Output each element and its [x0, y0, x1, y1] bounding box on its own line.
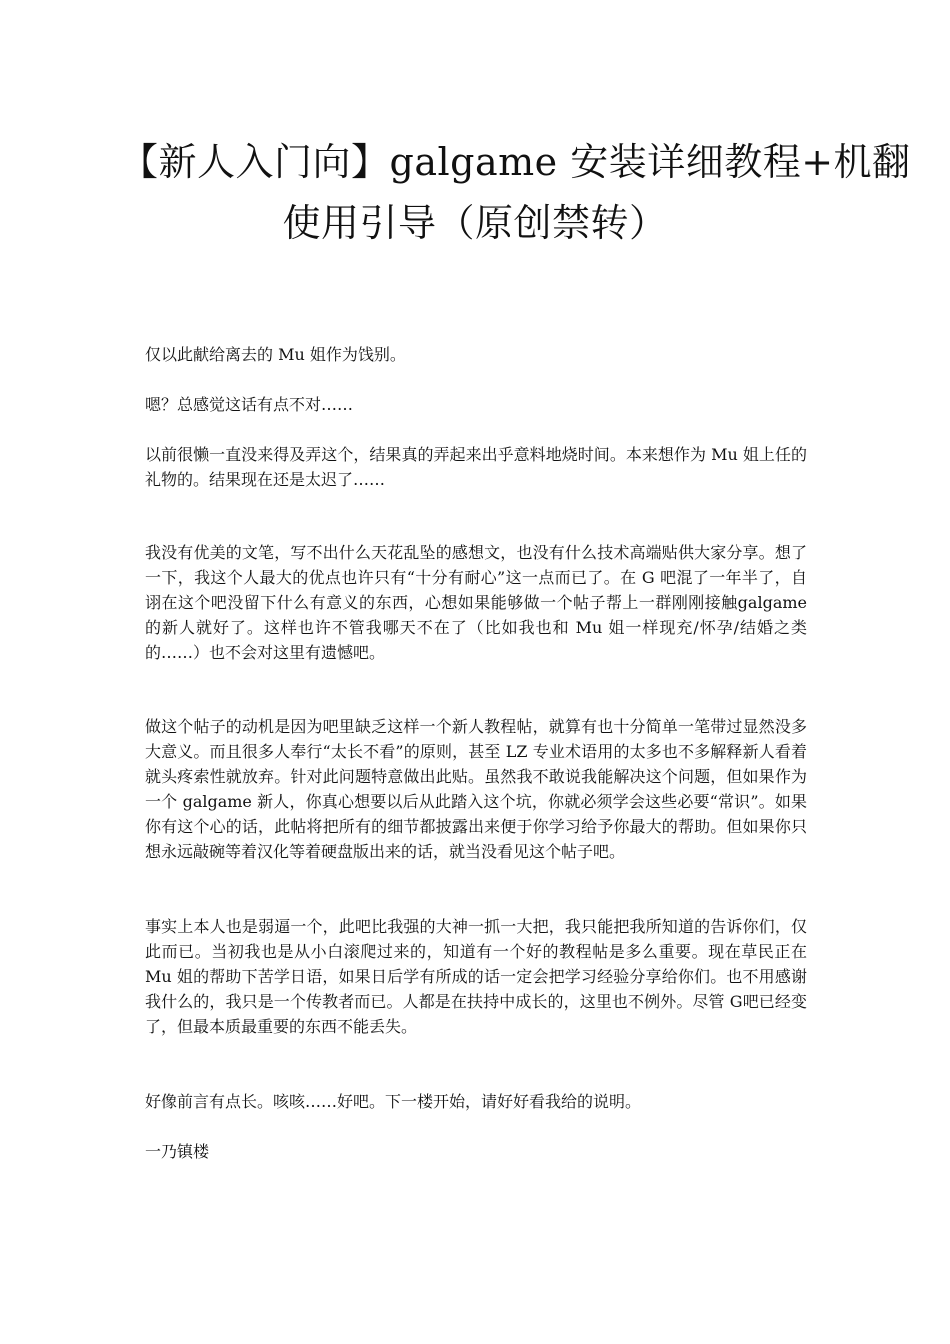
- paragraph-motivation: 我没有优美的文笔，写不出什么天花乱坠的感想文，也没有什么技术高端贴供大家分享。想了一下，我这个人最大的优点也许只有“十分有耐心”这一点而已了。在 G 吧混了一年半了，自诩在这个吧没留下什么有意义的东西，心想如果能够做一个帖子帮上一群刚刚接触galgame 的新人就好了。这样也许不管我哪天不在了（比如我也和 Mu 姐一样现充/怀孕/结婚之类的……）也不会对这里有遗憾吧。: [145, 543, 807, 662]
- paragraph-aside: 嗯？总感觉这话有点不对……: [145, 395, 354, 414]
- title-line-1: 【新人入门向】galgame 安装详细教程+机翻: [120, 140, 911, 184]
- paragraph-purpose: 做这个帖子的动机是因为吧里缺乏这样一个新人教程帖，就算有也十分简单一笔带过显然没多大意义。而且很多人奉行“太长不看”的原则，甚至 LZ 专业术语用的太多也不多解释新人看着就头疼索性就放弃。针对此问题特意做出此贴。虽然我不敢说我能解决这个问题，但如果作为一个 galgame 新人，你真心想要以后从此踏入这个坑，你就必须学会这些必要“常识”。如果你有这个心的话，此帖将把所有的细节都披露出来便于你学习给予你最大的帮助。但如果你只想永远敲碗等着汉化等着硬盘版出来的话，就当没看见这个帖子吧。: [145, 717, 807, 861]
- paragraph-author-note: 事实上本人也是弱逼一个，此吧比我强的大神一抓一大把，我只能把我所知道的告诉你们，仅此而已。当初我也是从小白滚爬过来的，知道有一个好的教程帖是多么重要。现在草民正在 Mu 姐的帮助下苦学日语，如果日后学有所成的话一定会把学习经验分享给你们。也不用感谢我什么的，我只是一个传教者而已。人都是在扶持中成长的，这里也不例外。尽管 G吧已经变了，但最本质最重要的东西不能丢失。: [145, 917, 807, 1036]
- paragraph-delay: 以前很懒一直没来得及弄这个，结果真的弄起来出乎意料地烧时间。本来想作为 Mu 姐上任的礼物的。结果现在还是太迟了……: [145, 445, 807, 489]
- title-line-2: 使用引导（原创禁转）: [282, 201, 668, 245]
- document-title: [120, 132, 911, 254]
- paragraph-closing: 好像前言有点长。咳咳……好吧。下一楼开始，请好好看我给的说明。: [145, 1092, 642, 1111]
- paragraph-dedication: 仅以此献给离去的 Mu 姐作为饯别。: [145, 345, 406, 364]
- paragraph-signature: 一乃镇楼: [145, 1142, 210, 1161]
